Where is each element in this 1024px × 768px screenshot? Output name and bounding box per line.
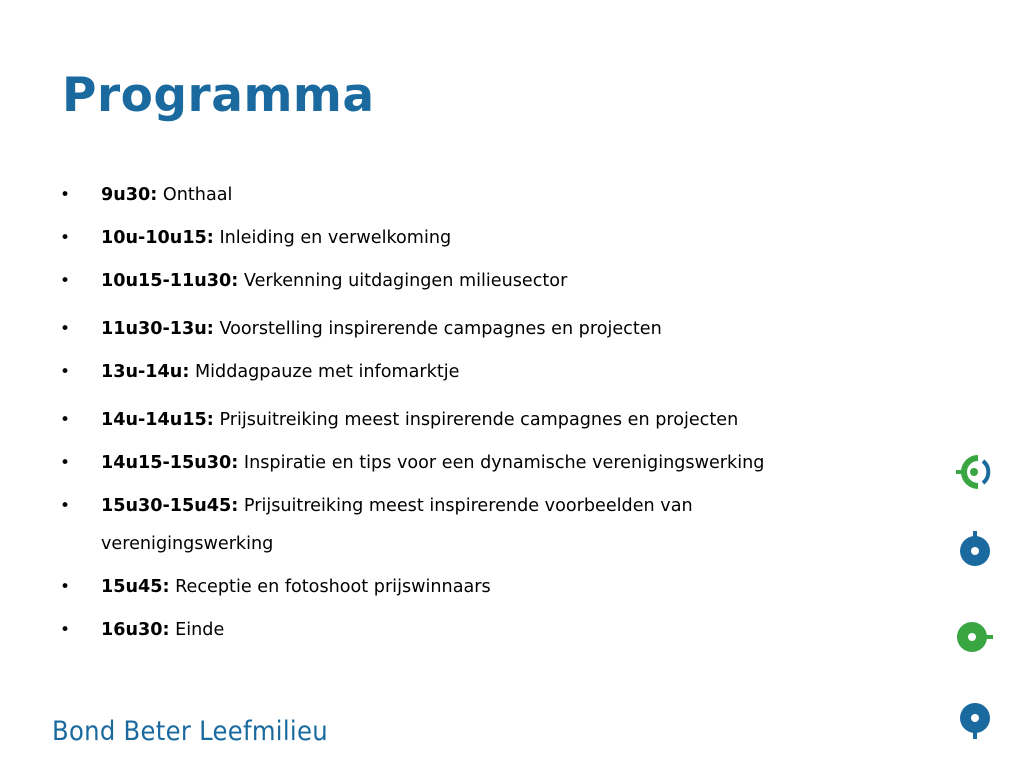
agenda-item bbox=[60, 568, 900, 606]
agenda-item-description: Onthaal bbox=[162, 185, 233, 205]
agenda-item bbox=[60, 444, 900, 482]
bullet-icon: • bbox=[60, 620, 71, 640]
agenda-item-description: Inleiding en verwelkoming bbox=[219, 228, 452, 248]
agenda-item-time: 11u30-13u: bbox=[101, 319, 214, 339]
agenda-item-text bbox=[101, 310, 900, 348]
blue-pin-icon bbox=[955, 530, 995, 570]
agenda-item bbox=[60, 401, 900, 439]
slide-title: Programma bbox=[62, 68, 375, 123]
agenda-item-description: Middagpauze met infomarktje bbox=[194, 362, 460, 382]
agenda-item bbox=[60, 176, 900, 214]
green-target-icon bbox=[954, 452, 994, 492]
agenda-item-text bbox=[101, 568, 900, 606]
agenda-item-text bbox=[101, 487, 780, 563]
bullet-icon: • bbox=[60, 319, 71, 339]
bullet-icon: • bbox=[60, 362, 71, 382]
agenda-item-text bbox=[101, 176, 900, 214]
agenda-item-time: 15u45: bbox=[101, 577, 170, 597]
bullet-icon: • bbox=[60, 496, 71, 516]
agenda-item-text bbox=[101, 219, 900, 257]
agenda-item-time: 14u-14u15: bbox=[101, 410, 214, 430]
agenda-item-time: 13u-14u: bbox=[101, 362, 190, 382]
agenda-item bbox=[60, 262, 900, 300]
bullet-icon: • bbox=[60, 271, 71, 291]
agenda-item-description: Verkenning uitdagingen milieusector bbox=[243, 271, 568, 291]
agenda-item bbox=[60, 219, 900, 257]
agenda-item-text bbox=[101, 262, 900, 300]
agenda-item-time: 14u15-15u30: bbox=[101, 453, 239, 473]
agenda-item-text bbox=[101, 444, 900, 482]
agenda-item-text bbox=[101, 353, 900, 391]
agenda-item bbox=[60, 487, 780, 563]
agenda-item-description: Receptie en fotoshoot prijswinnaars bbox=[175, 577, 491, 597]
agenda-item-time: 10u-10u15: bbox=[101, 228, 214, 248]
agenda-item-description: Prijsuitreiking meest inspirerende voorbeelden van verenigingswerking bbox=[101, 496, 693, 554]
agenda-item-time: 10u15-11u30: bbox=[101, 271, 239, 291]
bullet-icon: • bbox=[60, 453, 71, 473]
agenda-item-description: Inspiratie en tips voor een dynamische verenigingswerking bbox=[243, 453, 765, 473]
agenda-item-text bbox=[101, 401, 900, 439]
green-dot-icon bbox=[954, 617, 994, 657]
agenda-item-time: 9u30: bbox=[101, 185, 158, 205]
agenda-item-time: 15u30-15u45: bbox=[101, 496, 239, 516]
agenda-item bbox=[60, 353, 900, 391]
agenda-item-description: Prijsuitreiking meest inspirerende campagnes en projecten bbox=[219, 410, 739, 430]
agenda-item-description: Einde bbox=[175, 620, 225, 640]
agenda-item-text bbox=[101, 611, 900, 649]
agenda-item-time: 16u30: bbox=[101, 620, 170, 640]
bullet-icon: • bbox=[60, 185, 71, 205]
agenda-item-description: Voorstelling inspirerende campagnes en projecten bbox=[219, 319, 662, 339]
bullet-icon: • bbox=[60, 410, 71, 430]
agenda-item bbox=[60, 310, 900, 348]
bullet-icon: • bbox=[60, 228, 71, 248]
bullet-icon: • bbox=[60, 577, 71, 597]
agenda-item bbox=[60, 611, 900, 649]
blue-pin-down-icon bbox=[955, 700, 995, 740]
brand-logo-text: Bond Beter Leefmilieu bbox=[52, 716, 328, 747]
